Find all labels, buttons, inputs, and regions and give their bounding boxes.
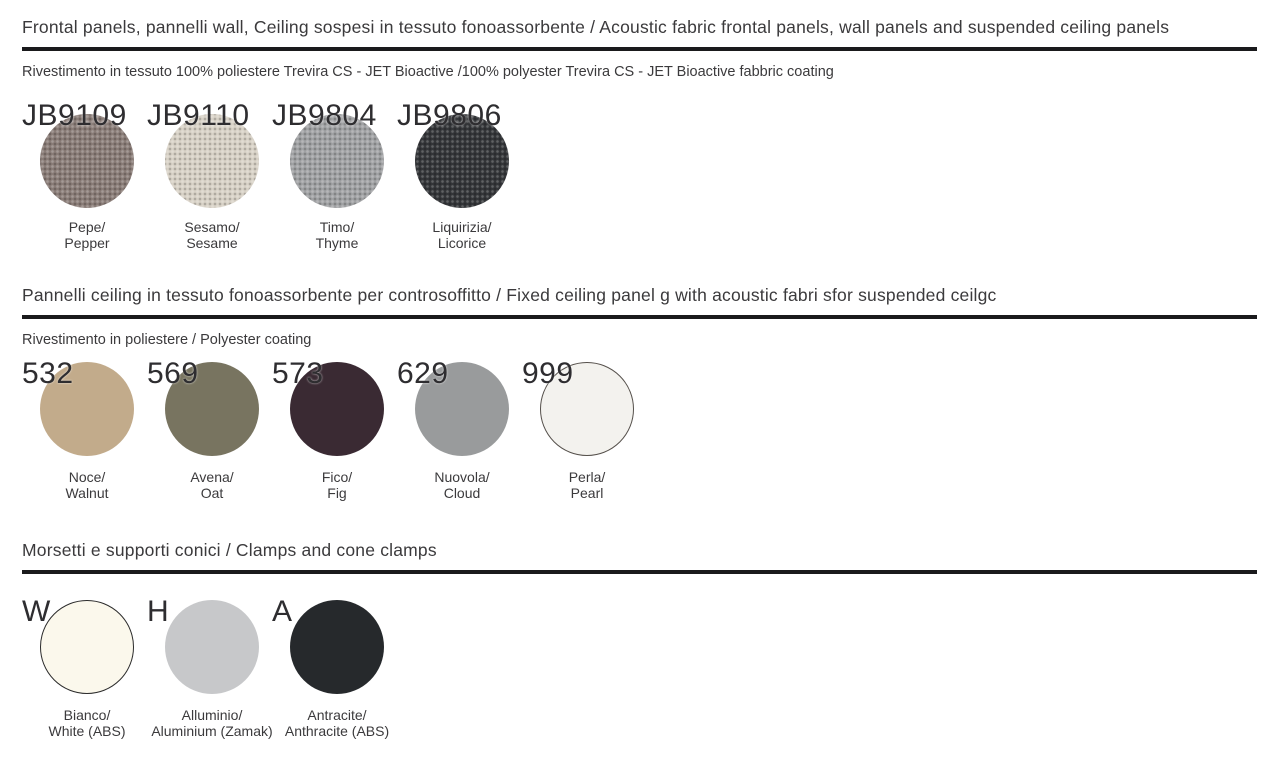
swatch-code: H <box>147 595 170 628</box>
swatch-code: 573 <box>272 357 324 390</box>
swatch-name <box>382 220 542 251</box>
swatch <box>22 100 147 255</box>
swatch-code: 532 <box>22 357 74 390</box>
swatch-name-line1: Avena/ <box>190 469 234 485</box>
swatch-row <box>22 100 1257 260</box>
swatch-name-line1: Antracite/ <box>307 707 367 723</box>
swatch <box>397 358 522 513</box>
swatch-name-line1: Nuovola/ <box>434 469 490 485</box>
swatch-name-line1: Perla/ <box>568 469 606 485</box>
swatch-name-line2: Thyme <box>315 234 359 251</box>
section-subtitle: Rivestimento in tessuto 100% poliestere Trevira CS - JET Bioactive /100% polyester Trevira CS - JET Bioactive fabbric coating <box>22 64 834 80</box>
swatch-name <box>257 708 417 739</box>
swatch-name-line1: Liquirizia/ <box>432 219 492 235</box>
swatch <box>522 358 647 513</box>
swatch-row <box>22 358 1257 518</box>
swatch-code: W <box>22 595 51 628</box>
section-title: Frontal panels, pannelli wall, Ceiling sospesi in tessuto fonoassorbente / Acoustic fabric frontal panels, wall panels and suspended ceiling panels <box>22 17 1170 37</box>
swatch-code: JB9806 <box>397 99 502 132</box>
swatch <box>22 596 147 751</box>
swatch <box>147 596 272 751</box>
swatch <box>147 358 272 513</box>
swatch-circle <box>290 600 384 694</box>
swatch-name-line1: Fico/ <box>321 469 353 485</box>
swatch-name-line2: Fig <box>327 484 347 501</box>
section <box>22 282 1257 501</box>
swatch-code: 569 <box>147 357 199 390</box>
section <box>22 14 1257 251</box>
swatch-name-line2: Aluminium (Zamak) <box>151 722 273 739</box>
section-subtitle: Rivestimento in poliestere / Polyester coating <box>22 332 312 348</box>
swatch-name-line1: Alluminio/ <box>181 707 243 723</box>
swatch-name-line2: Cloud <box>443 484 481 501</box>
swatch <box>272 358 397 513</box>
section-title: Morsetti e supporti conici / Clamps and cone clamps <box>22 540 437 560</box>
swatch-code: JB9804 <box>272 99 377 132</box>
swatch-name-line2: Oat <box>200 484 224 501</box>
swatch-name-line2: Licorice <box>437 234 487 251</box>
section-divider-rule <box>22 47 1257 51</box>
section-title: Pannelli ceiling in tessuto fonoassorbente per controsoffitto / Fixed ceiling panel g with acoustic fabri sfor suspended ceilgc <box>22 285 997 305</box>
swatch <box>147 100 272 255</box>
swatch-name-line1: Timo/ <box>319 219 355 235</box>
swatch-name-line1: Noce/ <box>68 469 106 485</box>
swatch-code: JB9110 <box>147 99 250 132</box>
swatch-name-line2: Pearl <box>570 484 604 501</box>
swatch <box>397 100 522 255</box>
swatch-name-line1: Sesamo/ <box>184 219 240 235</box>
swatch-name-line1: Bianco/ <box>63 707 111 723</box>
swatch-name-line2: Anthracite (ABS) <box>284 722 390 739</box>
swatch-name-line2: Walnut <box>65 484 109 501</box>
swatch-name <box>507 470 667 501</box>
swatch-name-line2: White (ABS) <box>48 722 126 739</box>
section-divider-rule <box>22 315 1257 319</box>
section-divider-rule <box>22 570 1257 574</box>
swatch-code: 999 <box>522 357 574 390</box>
swatch-row <box>22 596 1257 756</box>
swatch-name-line2: Pepper <box>64 234 110 251</box>
swatch <box>22 358 147 513</box>
swatch-name-line1: Pepe/ <box>68 219 106 235</box>
swatch-circle <box>40 600 134 694</box>
section <box>22 537 1257 739</box>
swatch-code: A <box>272 595 293 628</box>
swatch-code: 629 <box>397 357 449 390</box>
swatch-circle <box>165 600 259 694</box>
swatch <box>272 596 397 751</box>
swatch-name-line2: Sesame <box>186 234 238 251</box>
swatch-code: JB9109 <box>22 99 127 132</box>
swatch <box>272 100 397 255</box>
